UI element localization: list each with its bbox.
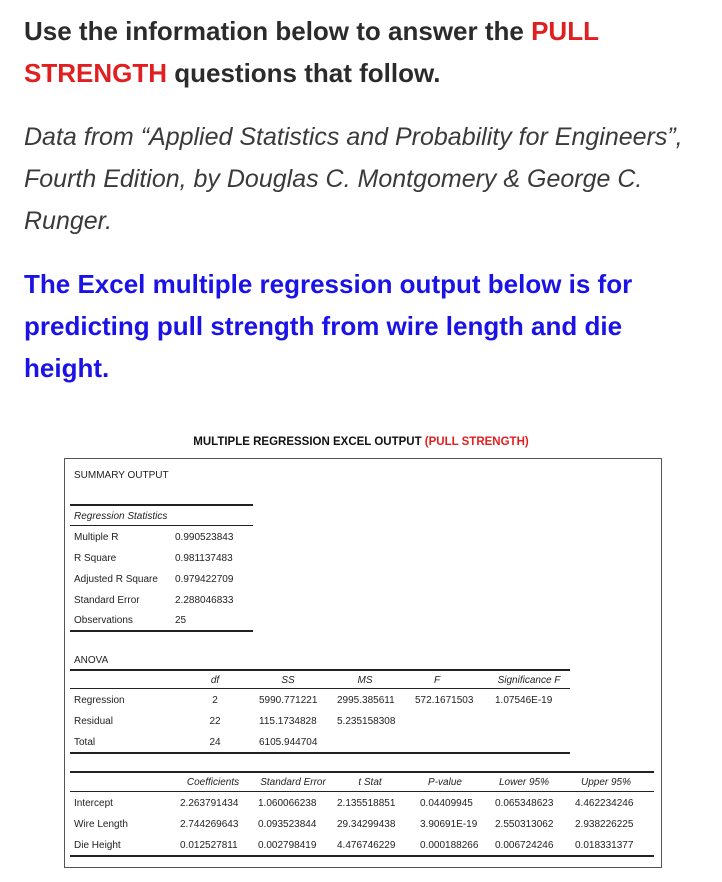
coef-p: 0.04409945 — [420, 798, 473, 809]
coef-header: Standard Error — [260, 777, 326, 788]
regstats-label: Adjusted R Square — [74, 574, 158, 585]
anova-header: F — [433, 675, 441, 686]
anova-bottom-rule — [70, 752, 570, 754]
anova-ms: 2995.385611 — [337, 695, 395, 706]
coef-p: 3.90691E-19 — [420, 819, 478, 830]
regstats-label: Multiple R — [74, 532, 119, 543]
regstats-label: Observations — [74, 615, 133, 626]
coef-value: 2.263791434 — [180, 798, 239, 809]
regstats-heading-rule — [70, 525, 253, 526]
coef-se: 0.002798419 — [258, 840, 317, 851]
coef-header: Coefficients — [186, 777, 240, 788]
excel-output-panel — [64, 458, 662, 868]
anova-header: MS — [357, 675, 373, 686]
citation-text: Data from “Applied Statistics and Probability for Engineers”, Fourth Edition, by Douglas C. Montgomery & George C. Runger. — [24, 123, 683, 235]
coef-se: 0.093523844 — [258, 819, 317, 830]
regstats-value: 2.288046833 — [175, 595, 234, 606]
intro-highlight: PULL STRENGTH — [24, 16, 599, 88]
anova-ss: 115.1734828 — [259, 716, 317, 727]
coef-header: Upper 95% — [580, 777, 632, 788]
anova-ss: 5990.771221 — [259, 695, 318, 706]
coef-se: 1.060066238 — [258, 798, 317, 809]
regstats-value: 25 — [175, 615, 187, 626]
anova-header: df — [210, 675, 220, 686]
coef-t: 29.34299438 — [337, 819, 396, 830]
regstats-top-rule — [70, 504, 253, 506]
coef-upper: 2.938226225 — [575, 819, 634, 830]
anova-header: Significance F — [497, 675, 561, 686]
anova-header-rule — [70, 688, 570, 689]
regstats-heading: Regression Statistics — [74, 511, 168, 522]
coef-upper: 0.018331377 — [575, 840, 634, 851]
anova-source: Residual — [74, 716, 113, 727]
coef-bottom-rule — [70, 855, 654, 857]
coef-t: 4.476746229 — [337, 840, 396, 851]
panel-title-highlight: (PULL STRENGTH) — [424, 436, 529, 448]
anova-label: ANOVA — [74, 655, 109, 666]
anova-top-rule — [70, 669, 570, 671]
coef-header: t Stat — [358, 777, 382, 788]
regstats-value: 0.979422709 — [175, 574, 234, 585]
anova-source: Total — [74, 737, 96, 748]
anova-df: 2 — [212, 695, 218, 706]
regstats-label: R Square — [74, 553, 117, 564]
coef-header-rule — [70, 791, 654, 792]
lead-text: The Excel multiple regression output below is for predicting pull strength from wire length and die height. — [24, 269, 633, 383]
intro-text-end: questions that follow. — [167, 58, 441, 88]
anova-sig: 1.07546E-19 — [495, 695, 553, 706]
coef-value: 2.744269643 — [180, 819, 239, 830]
anova-ms: 5.235158308 — [337, 716, 396, 727]
anova-ss: 6105.944704 — [259, 737, 318, 748]
coef-upper: 4.462234246 — [575, 798, 634, 809]
intro-heading — [24, 10, 704, 94]
regstats-bottom-rule — [70, 630, 253, 632]
coef-term: Die Height — [74, 840, 121, 851]
coef-header: P-value — [428, 777, 462, 788]
coef-value: 0.012527811 — [180, 840, 238, 851]
output-panel-title — [0, 436, 722, 448]
intro-text: Use the information below to answer the — [24, 16, 532, 46]
coef-lower: 0.006724246 — [495, 840, 554, 851]
anova-df: 22 — [209, 716, 221, 727]
coef-lower: 2.550313062 — [495, 819, 554, 830]
anova-header: SS — [281, 675, 295, 686]
summary-output-label: SUMMARY OUTPUT — [74, 470, 169, 481]
coef-term: Intercept — [74, 798, 113, 809]
regstats-value: 0.990523843 — [175, 532, 234, 543]
coef-top-rule — [70, 771, 654, 773]
coef-lower: 0.065348623 — [495, 798, 554, 809]
anova-source: Regression — [74, 695, 125, 706]
coef-t: 2.135518851 — [337, 798, 396, 809]
coef-p: 0.000188266 — [420, 840, 479, 851]
coef-term: Wire Length — [74, 819, 128, 830]
anova-f: 572.1671503 — [415, 695, 474, 706]
panel-title-text: MULTIPLE REGRESSION EXCEL OUTPUT — [193, 436, 425, 448]
regstats-value: 0.981137483 — [175, 553, 233, 564]
regstats-label: Standard Error — [74, 595, 140, 606]
coef-header: Lower 95% — [498, 777, 550, 788]
anova-df: 24 — [209, 737, 221, 748]
